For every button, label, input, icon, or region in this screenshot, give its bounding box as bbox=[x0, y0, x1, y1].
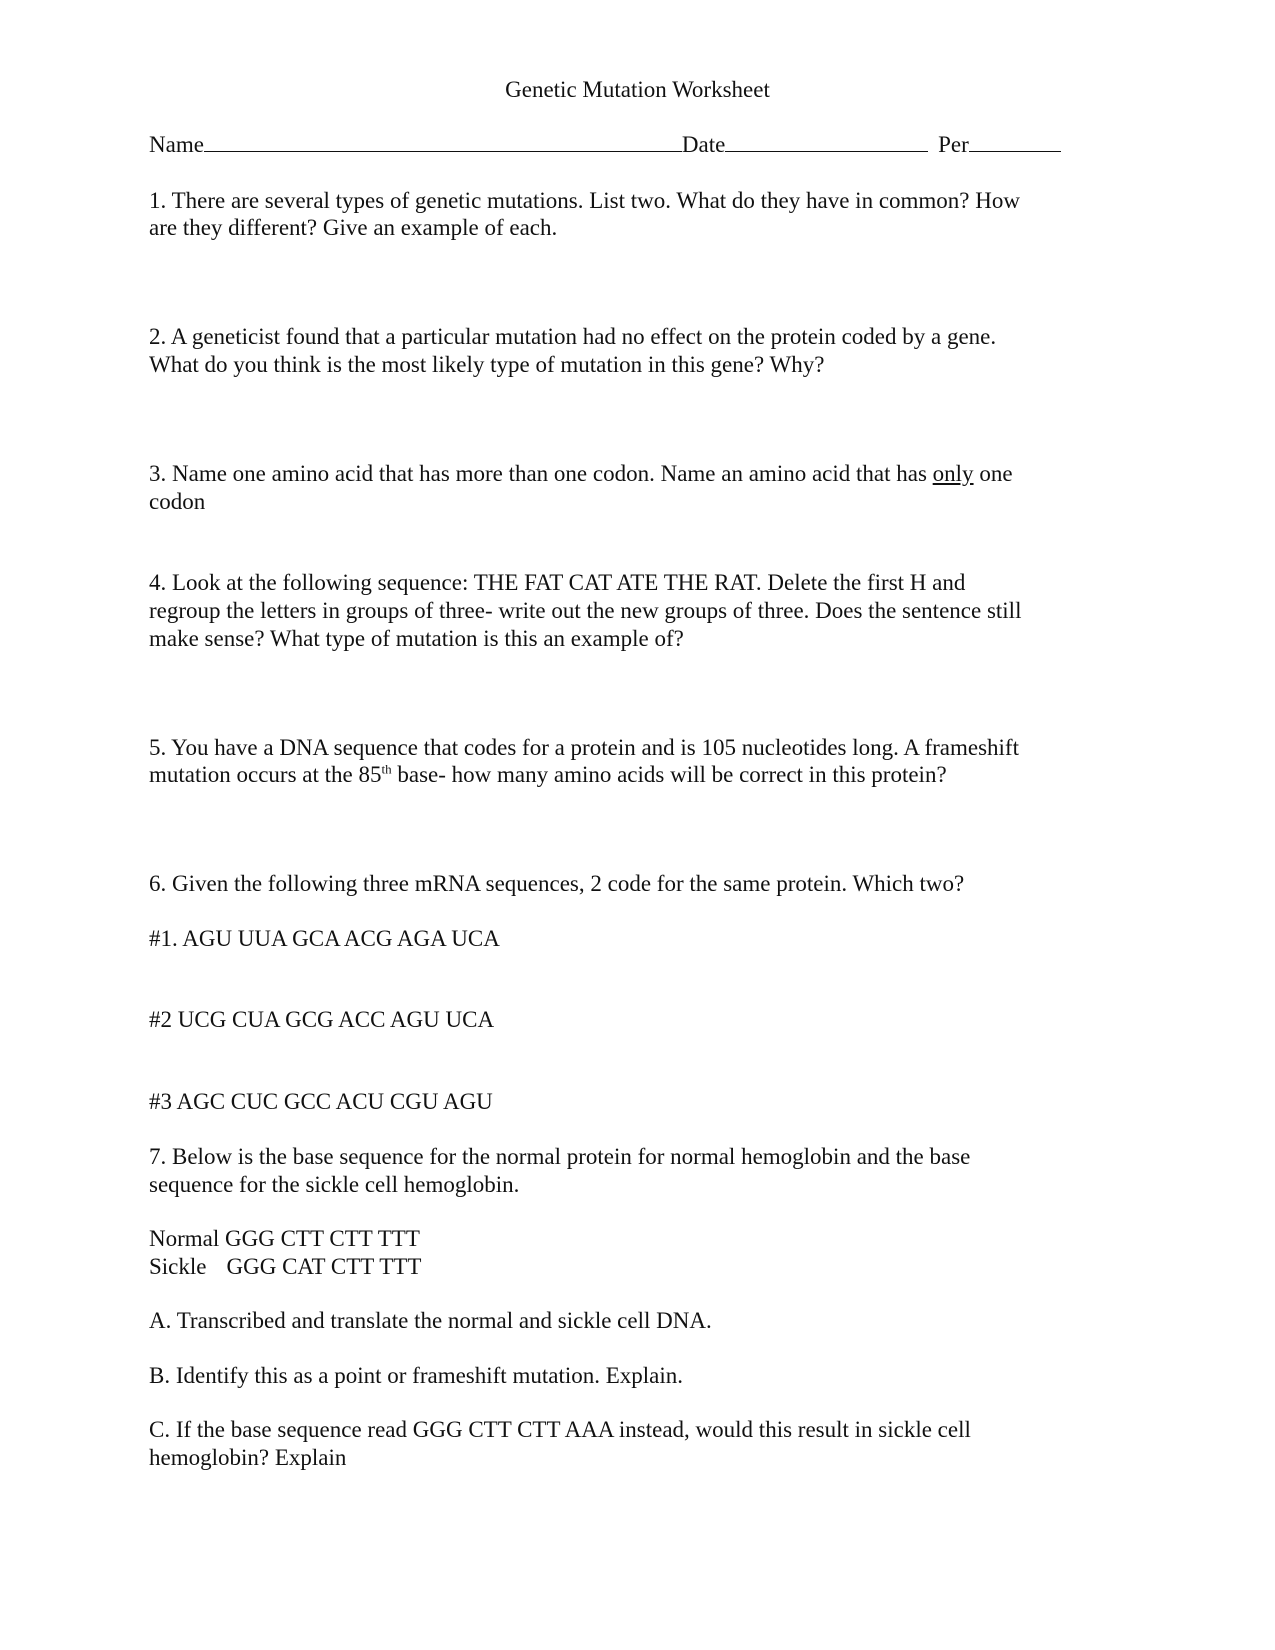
question-3-text-b: one bbox=[973, 461, 1013, 486]
question-5-line-2 bbox=[149, 761, 1129, 789]
sickle-label: Sickle bbox=[149, 1254, 207, 1279]
question-7-part-c-line-1: C. If the base sequence read GGG CTT CTT AAA instead, would this result in sickle cell bbox=[149, 1417, 971, 1442]
question-7-part-b: B. Identify this as a point or frameshift mutation. Explain. bbox=[149, 1363, 684, 1388]
question-7-line-1: 7. Below is the base sequence for the normal protein for normal hemoglobin and the base bbox=[149, 1144, 971, 1169]
period-blank[interactable] bbox=[969, 131, 1061, 152]
question-2-line-2: What do you think is the most likely type of mutation in this gene? Why? bbox=[149, 352, 825, 377]
normal-label: Normal bbox=[149, 1226, 220, 1251]
question-5-text-b: base- how many amino acids will be correct in this protein? bbox=[391, 762, 947, 787]
question-5-text-a: mutation occurs at the 85 bbox=[149, 762, 382, 787]
period-label: Per bbox=[938, 132, 969, 157]
question-1-line-1: 1. There are several types of genetic mutations. List two. What do they have in common? How bbox=[149, 188, 1020, 213]
worksheet-title: Genetic Mutation Worksheet bbox=[505, 77, 770, 102]
question-5-line-1: 5. You have a DNA sequence that codes for a protein and is 105 nucleotides long. A frameshift bbox=[149, 735, 1019, 760]
question-4-line-1: 4. Look at the following sequence: THE FAT CAT ATE THE RAT. Delete the first H and bbox=[149, 570, 966, 595]
question-7-part-a: A. Transcribed and translate the normal and sickle cell DNA. bbox=[149, 1308, 712, 1333]
mrna-sequence-3: #3 AGC CUC GCC ACU CGU AGU bbox=[149, 1089, 493, 1114]
question-6-prompt: 6. Given the following three mRNA sequences, 2 code for the same protein. Which two? bbox=[149, 871, 965, 896]
question-1-line-2: are they different? Give an example of each. bbox=[149, 215, 558, 240]
question-3-text-a: 3. Name one amino acid that has more than one codon. Name an amino acid that has bbox=[149, 461, 933, 486]
question-3-line-2: codon bbox=[149, 489, 206, 514]
date-blank[interactable] bbox=[725, 131, 928, 152]
mrna-sequence-1: #1. AGU UUA GCA ACG AGA UCA bbox=[149, 926, 500, 951]
question-3-line-1 bbox=[149, 460, 1129, 488]
question-7-part-c-line-2: hemoglobin? Explain bbox=[149, 1445, 347, 1470]
normal-sequence: GGG CTT CTT TTT bbox=[225, 1226, 420, 1251]
student-info-row bbox=[149, 131, 1061, 159]
sickle-sequence: GGG CAT CTT TTT bbox=[226, 1254, 422, 1279]
name-label: Name bbox=[149, 132, 204, 157]
name-blank[interactable] bbox=[204, 131, 682, 152]
question-2-line-1: 2. A geneticist found that a particular mutation had no effect on the protein coded by a gene. bbox=[149, 324, 997, 349]
normal-sequence-row bbox=[149, 1225, 1129, 1253]
date-label: Date bbox=[681, 132, 726, 157]
question-7-line-2: sequence for the sickle cell hemoglobin. bbox=[149, 1172, 520, 1197]
question-3-underlined-word: only bbox=[932, 461, 974, 486]
mrna-sequence-2: #2 UCG CUA GCG ACC AGU UCA bbox=[149, 1007, 495, 1032]
question-4-line-2: regroup the letters in groups of three- write out the new groups of three. Does the sentence still bbox=[149, 598, 1022, 623]
ordinal-suffix: th bbox=[381, 761, 392, 777]
sickle-sequence-row bbox=[149, 1253, 1129, 1281]
question-4-line-3: make sense? What type of mutation is this an example of? bbox=[149, 626, 684, 651]
